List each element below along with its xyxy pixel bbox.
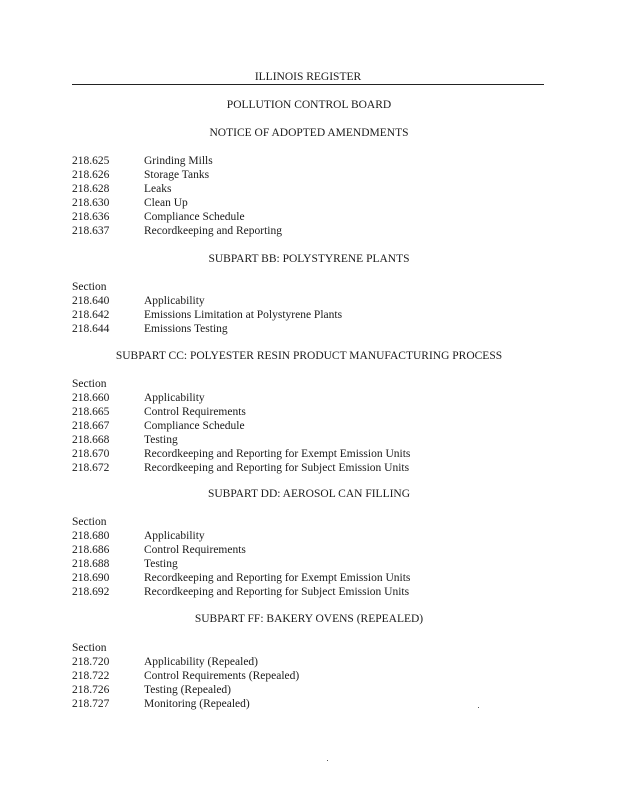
intro-section-list: [72, 154, 552, 238]
section-label: Section: [72, 378, 107, 390]
section-title: Applicability: [144, 295, 205, 307]
register-header: [72, 70, 544, 85]
section-row: [72, 585, 552, 599]
section-row: [72, 655, 552, 669]
section-row: [72, 154, 552, 168]
section-title: Recordkeeping and Reporting for Subject Emission Units: [144, 586, 410, 598]
subpart-dd-heading: SUBPART DD: AEROSOL CAN FILLING: [207, 488, 411, 500]
section-row: [72, 543, 552, 557]
section-title: Compliance Schedule: [144, 420, 245, 432]
section-row: [72, 168, 552, 182]
section-number: 218.644: [72, 323, 110, 335]
section-title: Recordkeeping and Reporting: [144, 225, 282, 237]
section-number: 218.625: [72, 155, 110, 167]
section-number: 218.680: [72, 530, 110, 542]
subpart-cc-heading: SUBPART CC: POLYESTER RESIN PRODUCT MANUFACTURING PROCESS: [115, 350, 503, 362]
section-title: Testing: [144, 434, 178, 446]
section-row: [72, 391, 552, 405]
section-row: [72, 697, 552, 711]
section-row: [72, 224, 552, 238]
section-row: [72, 529, 552, 543]
section-number: 218.692: [72, 586, 110, 598]
section-row: [72, 447, 552, 461]
section-row: [72, 210, 552, 224]
section-number: 218.670: [72, 448, 110, 460]
section-row: [72, 405, 552, 419]
section-number: 218.668: [72, 434, 110, 446]
subpart-bb-list: [72, 280, 552, 336]
section-number: 218.665: [72, 406, 110, 418]
section-row: [72, 294, 552, 308]
section-row: [72, 182, 552, 196]
register-title: ILLINOIS REGISTER: [254, 71, 362, 83]
section-title: Clean Up: [144, 197, 188, 209]
subpart-ff-heading: SUBPART FF: BAKERY OVENS (REPEALED): [194, 613, 424, 625]
section-number: 218.722: [72, 670, 110, 682]
section-row: [72, 571, 552, 585]
section-row: [72, 322, 552, 336]
section-label: Section: [72, 281, 107, 293]
section-number: 218.628: [72, 183, 110, 195]
subpart-cc-list: [72, 377, 552, 475]
section-title: Control Requirements (Repealed): [144, 670, 300, 682]
scan-speck: [478, 707, 479, 708]
section-number: 218.626: [72, 169, 110, 181]
section-number: 218.667: [72, 420, 110, 432]
section-number: 218.727: [72, 698, 110, 710]
section-title: Recordkeeping and Reporting for Subject Emission Units: [144, 462, 410, 474]
section-title: Testing: [144, 558, 178, 570]
section-title: Applicability: [144, 530, 205, 542]
section-title: Applicability: [144, 392, 205, 404]
section-row: [72, 669, 552, 683]
section-number: 218.686: [72, 544, 110, 556]
scan-speck: [327, 760, 328, 761]
section-title: Compliance Schedule: [144, 211, 245, 223]
agency-title: POLLUTION CONTROL BOARD: [226, 99, 392, 111]
section-number: 218.636: [72, 211, 110, 223]
subpart-ff-list: [72, 641, 552, 711]
section-label: Section: [72, 642, 107, 654]
section-title: Recordkeeping and Reporting for Exempt Emission Units: [144, 572, 411, 584]
section-row: [72, 433, 552, 447]
section-label: Section: [72, 516, 107, 528]
section-number: 218.640: [72, 295, 110, 307]
section-row: [72, 683, 552, 697]
section-title: Emissions Testing: [144, 323, 228, 335]
section-title: Emissions Limitation at Polystyrene Plants: [144, 309, 343, 321]
section-title: Testing (Repealed): [144, 684, 232, 696]
section-number: 218.637: [72, 225, 110, 237]
section-number: 218.720: [72, 656, 110, 668]
section-title: Monitoring (Repealed): [144, 698, 250, 710]
section-title: Control Requirements: [144, 544, 246, 556]
section-title: Leaks: [144, 183, 172, 195]
section-number: 218.690: [72, 572, 110, 584]
section-title: Control Requirements: [144, 406, 246, 418]
section-row: [72, 308, 552, 322]
section-number: 218.660: [72, 392, 110, 404]
section-number: 218.642: [72, 309, 110, 321]
section-number: 218.688: [72, 558, 110, 570]
subpart-bb-heading: SUBPART BB: POLYSTYRENE PLANTS: [208, 253, 410, 265]
section-row: [72, 196, 552, 210]
section-row: [72, 419, 552, 433]
section-row: [72, 461, 552, 475]
section-title: Applicability (Repealed): [144, 656, 259, 668]
section-row: [72, 557, 552, 571]
section-number: 218.726: [72, 684, 110, 696]
subpart-dd-list: [72, 515, 552, 599]
section-title: Recordkeeping and Reporting for Exempt Emission Units: [144, 448, 411, 460]
section-number: 218.672: [72, 462, 110, 474]
section-number: 218.630: [72, 197, 110, 209]
section-title: Storage Tanks: [144, 169, 210, 181]
section-title: Grinding Mills: [144, 155, 213, 167]
notice-title: NOTICE OF ADOPTED AMENDMENTS: [209, 127, 409, 139]
